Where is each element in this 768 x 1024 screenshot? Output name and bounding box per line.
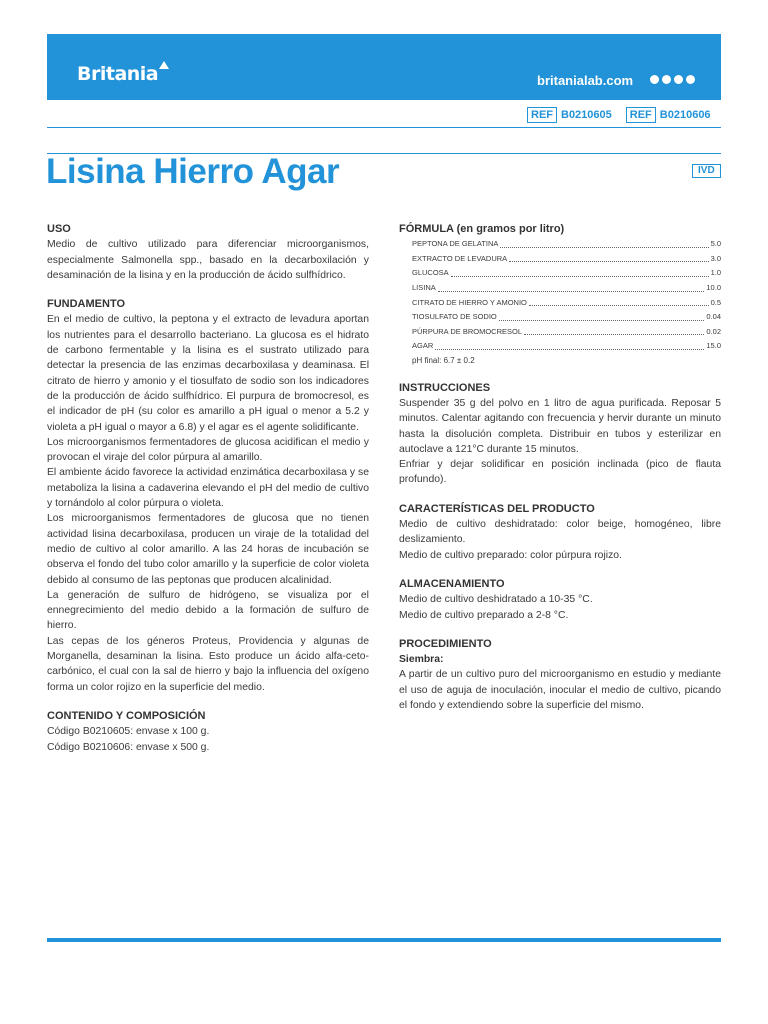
logo-triangle-icon [159, 61, 169, 69]
fundamento-text: La generación de sulfuro de hidrógeno, se visualiza por el ennegrecimiento del medio debido a la formación de sulfuro de hierro. [47, 589, 369, 632]
page-title: Lisina Hierro Agar [46, 152, 340, 191]
instagram-icon[interactable] [662, 75, 671, 84]
instrucciones-text: Suspender 35 g del polvo en 1 litro de agua purificada. Reposar 5 minutos. Calentar agitando con frecuencia y hervir durante un minuto hasta la disolución completa. Distribuir en tubos y esterilizar en autoclave a 121°C durante 15 minutos. [399, 397, 721, 455]
ref-code: B0210606 [659, 109, 711, 121]
social-icons [650, 75, 695, 84]
left-column [47, 222, 369, 755]
youtube-icon[interactable] [686, 75, 695, 84]
header-banner [47, 34, 721, 100]
formula-list [399, 237, 721, 368]
formula-row: TIOSULFATO DE SODIO 0.04 [412, 312, 721, 322]
twitter-icon[interactable] [674, 75, 683, 84]
reference-codes [527, 107, 721, 123]
contenido-line: Código B0210605: envase x 100 g. [47, 726, 210, 738]
ph-final: pH final: 6.7 ± 0.2 [412, 356, 475, 366]
formula-row: CITRATO DE HIERRO Y AMONIO 0.5 [412, 297, 721, 307]
instrucciones-text: Enfriar y dejar solidificar en posición inclinada (pico de flauta profundo). [399, 459, 721, 486]
section-heading-almacenamiento: ALMACENAMIENTO [399, 577, 505, 590]
section-heading-uso: USO [47, 223, 71, 235]
fundamento-text: Los microorganismos fermentadores de glucosa que no tienen actividad lisina decarboxilasa, producen un viraje de la totalidad del medio de cultivo al color amarillo. A las 24 horas de incubación se observa el fondo del tubo color amarillo y la superficie de color violeta debido al consumo de las peptonas que producen alcalinidad. [47, 513, 369, 586]
section-heading-fundamento: FUNDAMENTO [47, 298, 126, 311]
contenido-line: Código B0210606: envase x 500 g. [47, 741, 210, 753]
section-heading-instrucciones: INSTRUCCIONES [399, 381, 491, 394]
section-heading-caracteristicas: CARACTERÍSTICAS DEL PRODUCTO [399, 502, 595, 515]
almacenamiento-line: Medio de cultivo deshidratado a 10-35 °C. [399, 594, 593, 606]
ref-code: B0210605 [561, 109, 612, 121]
formula-row: AGAR 15.0 [412, 341, 721, 351]
facebook-icon[interactable] [650, 75, 659, 84]
formula-row: LISINA 10.0 [412, 283, 721, 293]
right-column [399, 222, 721, 713]
top-divider [47, 127, 721, 128]
procedimiento-text: A partir de un cultivo puro del microorganismo en estudio y mediante el uso de aguja de inoculación, inocular el medio de cultivo, picando el fondo y extendiendo sobre la superficie del mismo. [399, 669, 721, 711]
website-link[interactable]: britanialab.com [537, 73, 634, 88]
bottom-bar [47, 938, 721, 942]
procedimiento-subheading: Siembra: [399, 654, 444, 666]
formula-row: PÚRPURA DE BROMOCRESOL 0.02 [412, 326, 721, 336]
fundamento-text: Los microorganismos fermentadores de glucosa acidifican el medio y provocan el viraje del color púrpura al amarillo. [47, 436, 369, 464]
section-heading-procedimiento: PROCEDIMIENTO [399, 637, 492, 650]
section-heading-contenido: CONTENIDO Y COMPOSICIÓN [47, 709, 206, 722]
caracteristicas-line: Medio de cultivo deshidratado: color beige, homogéneo, libre deslizamiento. [399, 519, 721, 546]
uso-text: Medio de cultivo utilizado para diferenciar microorganismos, especialmente Salmonella spp., basado en la decarboxilación y desaminación de la lisina y en la producción de ácido sulfhídrico. [47, 239, 369, 281]
formula-row: PEPTONA DE GELATINA 5.0 [412, 239, 721, 249]
section-heading-formula: FÓRMULA (en gramos por litro) [399, 223, 565, 235]
formula-row: EXTRACTO DE LEVADURA 3.0 [412, 253, 721, 263]
fundamento-text: El ambiente ácido favorece la actividad enzimática decarboxilasa y se metaboliza la lisina a cadaverina elevando el pH del medio de cultivo y tornándolo al color púrpura o violeta. [47, 467, 369, 510]
formula-row: GLUCOSA 1.0 [412, 268, 721, 278]
ref-label: REF [626, 107, 656, 123]
fundamento-text: Las cepas de los géneros Proteus, Providencia y algunas de Morganella, desaminan la lisina. Esto produce un ácido alfa-ceto-carbónico, el cual con la sal de hierro y bajo la influencia del oxígeno forma un color rojizo en la superficie del medio. [47, 635, 369, 693]
almacenamiento-line: Medio de cultivo preparado a 2-8 °C. [399, 609, 569, 621]
caracteristicas-line: Medio de cultivo preparado: color púrpura rojizo. [399, 549, 622, 561]
ivd-badge: IVD [692, 164, 721, 178]
brand-logo: Britania [77, 63, 159, 85]
ref-label: REF [527, 107, 557, 123]
fundamento-text: En el medio de cultivo, la peptona y el extracto de levadura aportan los nutrientes para el desarrollo bacteriano. La glucosa es el hidrato de carbono fermentable y la lisina es el sustrato utilizado para detectar la presencia de las enzimas decarboxilasa y deaminasa. El citrato de hierro y amonio y el tiosulfato de sodio son los indicadores de la producción de ácido sulfhídrico. El purpura de bromocresol, es el indicador de pH (su color es amarillo a pH igual o menor a 5.2 y violeta a pH igual o mayor a 6.8) y el agar es el agente solidificante. [47, 314, 369, 433]
